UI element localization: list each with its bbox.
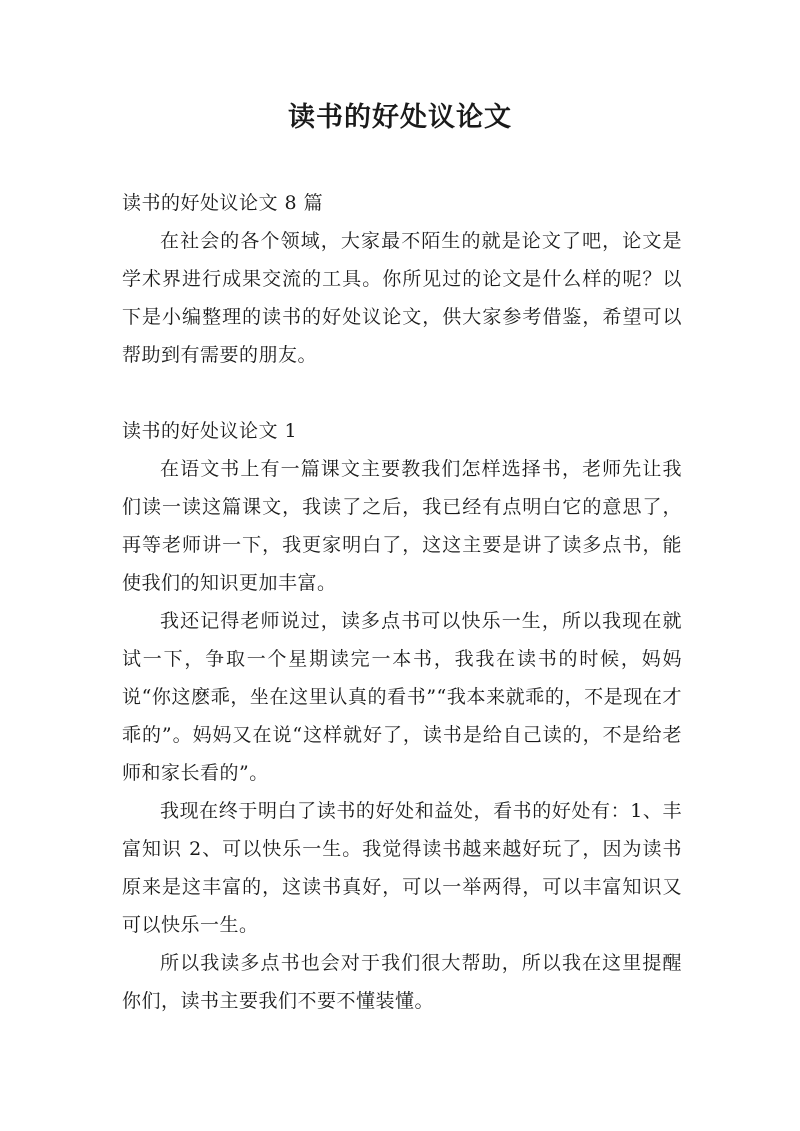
section1-paragraph-3: 我现在终于明白了读书的好处和益处，看书的好处有：1、丰富知识 2、可以快乐一生。我觉得读书越来越好玩了，因为读书原来是这丰富的，这读书真好，可以一举两得，可以丰富知识又可以快乐一生。 — [122, 800, 682, 936]
document-title: 读书的好处议论文 — [288, 102, 512, 133]
section1-paragraph-4: 所以我读多点书也会对于我们很大帮助，所以我在这里提醒你们，读书主要我们不要不懂装懂。 — [122, 952, 682, 1012]
intro-heading: 读书的好处议论文 8 篇 — [122, 192, 324, 214]
section-spacer — [122, 374, 682, 412]
section1-paragraph-1: 在语文书上有一篇课文主要教我们怎样选择书，老师先让我们读一读这篇课文，我读了之后，我已经有点明白它的意思了，再等老师讲一下，我更家明白了，这这主要是讲了读多点书，能使我们的知识更加丰富。 — [122, 458, 682, 594]
section1-paragraph-2: 我还记得老师说过，读多点书可以快乐一生，所以我现在就试一下，争取一个星期读完一本书，我我在读书的时候，妈妈说“你这麽乖，坐在这里认真的看书”“我本来就乖的，不是现在才乖的”。妈妈又在说“这样就好了，读书是给自己读的，不是给老师和家长看的”。 — [122, 610, 682, 784]
intro-paragraph: 在社会的各个领域，大家最不陌生的就是论文了吧，论文是学术界进行成果交流的工具。你所见过的论文是什么样的呢？以下是小编整理的读书的好处议论文，供大家参考借鉴，希望可以帮助到有需要的朋友。 — [122, 230, 682, 366]
document-body — [122, 184, 682, 1020]
section1-heading: 读书的好处议论文 1 — [122, 420, 298, 442]
